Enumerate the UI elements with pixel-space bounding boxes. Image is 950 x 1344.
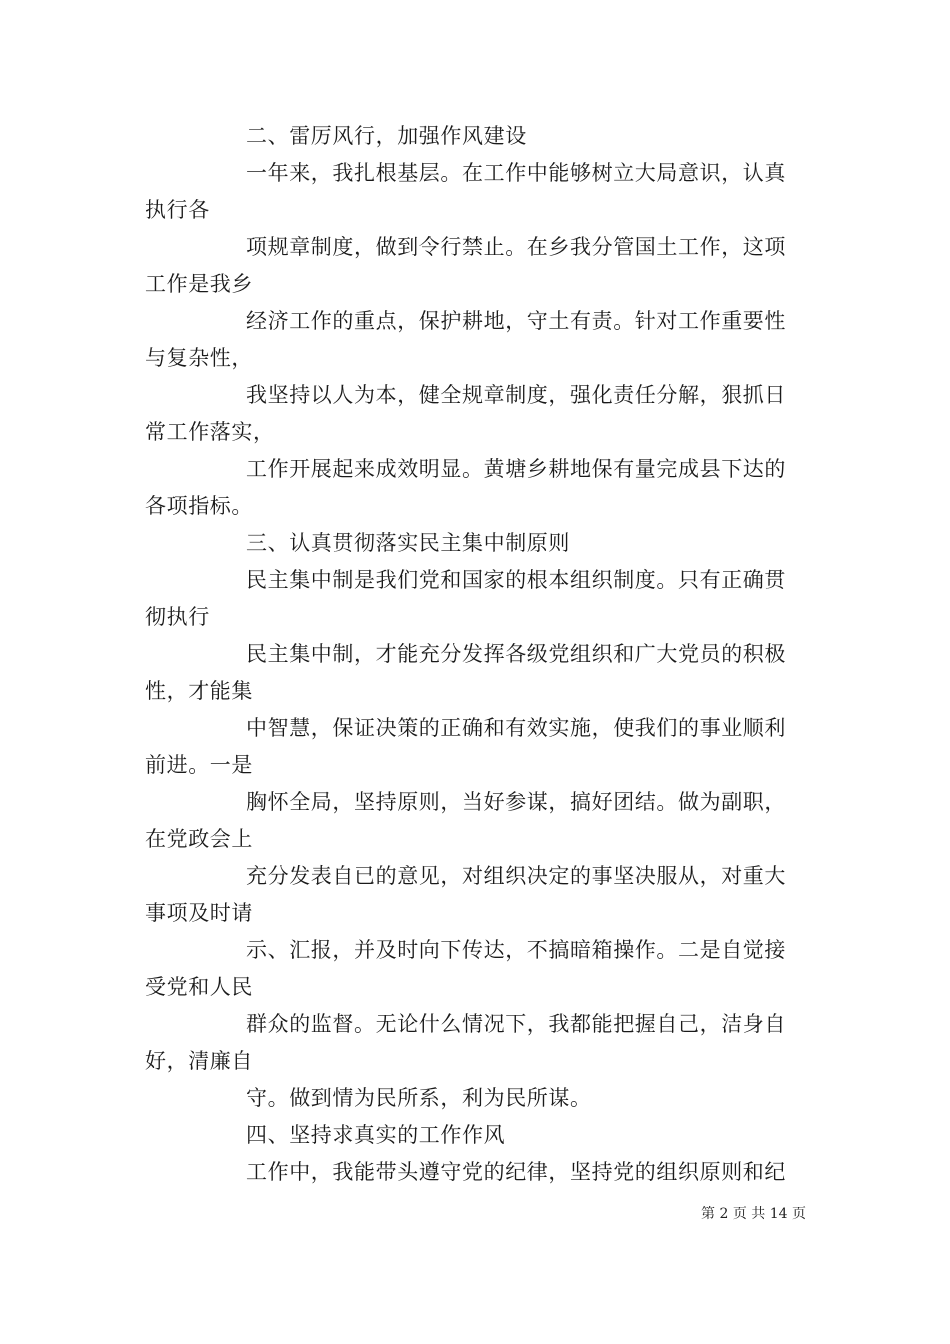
text-line: 工作中，我能带头遵守党的纪律，坚持党的组织原则和纪 <box>246 1160 786 1184</box>
text-line: 民主集中制，才能充分发挥各级党组织和广大党员的积极 <box>246 642 786 666</box>
text-line: 好，清廉自 <box>145 1049 253 1073</box>
text-line: 工作开展起来成效明显。黄塘乡耕地保有量完成县下达的 <box>246 457 786 481</box>
text-line: 工作是我乡 <box>145 272 253 296</box>
text-line: 中智慧，保证决策的正确和有效实施，使我们的事业顺利 <box>246 716 786 740</box>
text-line: 常工作落实， <box>145 420 275 444</box>
text-line: 各项指标。 <box>145 494 253 518</box>
text-line: 三、认真贯彻落实民主集中制原则 <box>246 531 570 555</box>
text-line: 项规章制度，做到令行禁止。在乡我分管国土工作，这项 <box>246 235 786 259</box>
text-line: 与复杂性， <box>145 346 253 370</box>
text-line: 经济工作的重点，保护耕地，守土有责。针对工作重要性 <box>246 309 786 333</box>
text-line: 二、雷厉风行，加强作风建设 <box>246 124 527 148</box>
document-body <box>145 118 810 1191</box>
text-line: 前进。一是 <box>145 753 253 777</box>
text-line: 事项及时请 <box>145 901 253 925</box>
text-line: 我坚持以人为本，健全规章制度，强化责任分解，狠抓日 <box>246 383 786 407</box>
page-number: 第 2 页 共 14 页 <box>701 1206 806 1222</box>
text-line: 受党和人民 <box>145 975 253 999</box>
text-line: 胸怀全局，坚持原则，当好参谋，搞好团结。做为副职， <box>246 790 786 814</box>
text-line: 四、坚持求真实的工作作风 <box>246 1123 506 1147</box>
text-line: 示、汇报，并及时向下传达，不搞暗箱操作。二是自觉接 <box>246 938 786 962</box>
text-line: 民主集中制是我们党和国家的根本组织制度。只有正确贯 <box>246 568 786 592</box>
text-line: 群众的监督。无论什么情况下，我都能把握自己，洁身自 <box>246 1012 786 1036</box>
text-line: 彻执行 <box>145 605 210 629</box>
text-line: 在党政会上 <box>145 827 253 851</box>
text-line: 执行各 <box>145 198 210 222</box>
text-line: 一年来，我扎根基层。在工作中能够树立大局意识，认真 <box>246 161 786 185</box>
text-line: 性，才能集 <box>145 679 253 703</box>
text-line: 守。做到情为民所系，利为民所谋。 <box>246 1086 592 1110</box>
text-line: 充分发表自已的意见，对组织决定的事坚决服从，对重大 <box>246 864 786 888</box>
